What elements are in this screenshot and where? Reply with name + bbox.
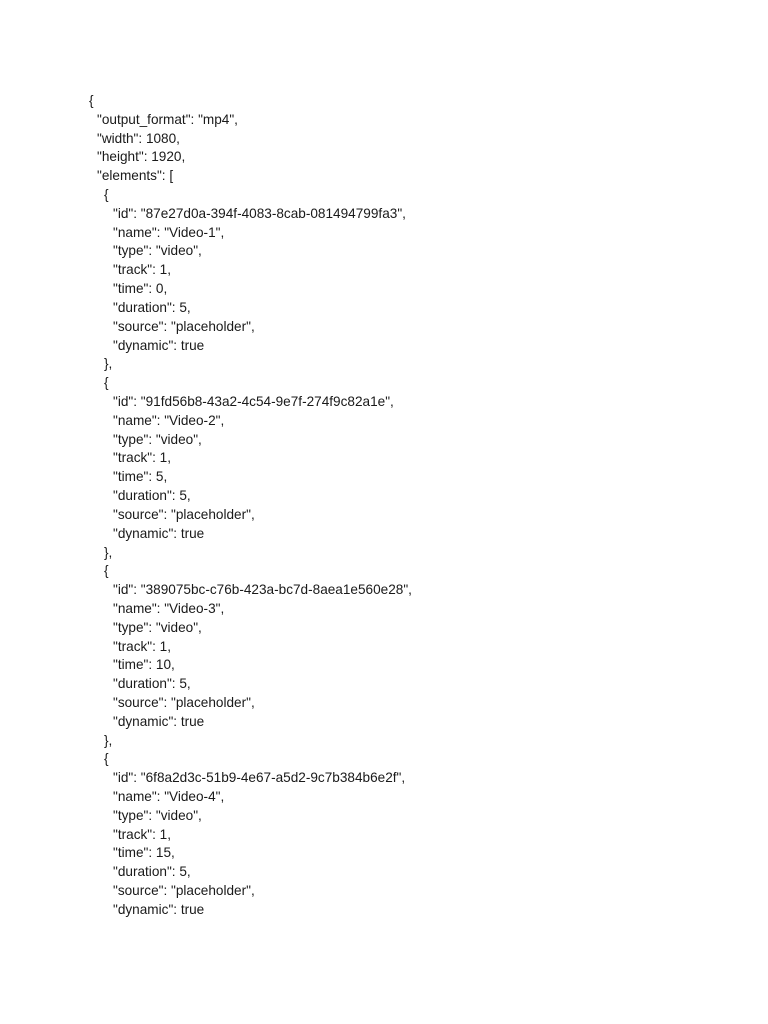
json-line: "dynamic": true xyxy=(113,902,205,917)
json-line: "height": 1920, xyxy=(97,149,186,164)
json-line: { xyxy=(104,187,109,202)
json-line: "id": "91fd56b8-43a2-4c54-9e7f-274f9c82a1e", xyxy=(113,394,394,409)
json-line: "name": "Video-1", xyxy=(113,225,225,240)
json-line: { xyxy=(104,375,109,390)
json-line: { xyxy=(104,563,109,578)
json-line: "type": "video", xyxy=(113,620,202,635)
json-line: "id": "389075bc-c76b-423a-bc7d-8aea1e560e28", xyxy=(113,582,412,597)
json-line: "type": "video", xyxy=(113,243,202,258)
json-line: "name": "Video-3", xyxy=(113,601,225,616)
json-line: "time": 10, xyxy=(113,657,175,672)
json-line: "id": "87e27d0a-394f-4083-8cab-081494799fa3", xyxy=(113,206,406,221)
json-line: "elements": [ xyxy=(97,168,174,183)
json-line: "source": "placeholder", xyxy=(113,319,255,334)
json-line: "time": 5, xyxy=(113,469,168,484)
json-line: "source": "placeholder", xyxy=(113,695,255,710)
json-line: { xyxy=(104,751,109,766)
json-line: "dynamic": true xyxy=(113,338,205,353)
json-line: "width": 1080, xyxy=(97,131,180,146)
json-line: }, xyxy=(104,356,113,371)
json-line: "duration": 5, xyxy=(113,676,191,691)
json-line: "dynamic": true xyxy=(113,714,205,729)
json-line: "duration": 5, xyxy=(113,300,191,315)
json-line: "output_format": "mp4", xyxy=(97,112,238,127)
json-line: "name": "Video-2", xyxy=(113,413,225,428)
json-line: }, xyxy=(104,545,113,560)
json-line: "track": 1, xyxy=(113,639,171,654)
json-line: "name": "Video-4", xyxy=(113,789,225,804)
json-line: { xyxy=(89,93,94,108)
json-line: "source": "placeholder", xyxy=(113,883,255,898)
json-line: "type": "video", xyxy=(113,432,202,447)
json-line: "id": "6f8a2d3c-51b9-4e67-a5d2-9c7b384b6e2f", xyxy=(113,770,406,785)
json-line: "track": 1, xyxy=(113,450,171,465)
json-line: "dynamic": true xyxy=(113,526,205,541)
json-line: }, xyxy=(104,733,113,748)
json-line: "track": 1, xyxy=(113,262,171,277)
json-line: "duration": 5, xyxy=(113,864,191,879)
json-line: "time": 15, xyxy=(113,845,175,860)
json-line: "source": "placeholder", xyxy=(113,507,255,522)
json-line: "duration": 5, xyxy=(113,488,191,503)
json-line: "track": 1, xyxy=(113,827,171,842)
json-line: "time": 0, xyxy=(113,281,168,296)
json-line: "type": "video", xyxy=(113,808,202,823)
